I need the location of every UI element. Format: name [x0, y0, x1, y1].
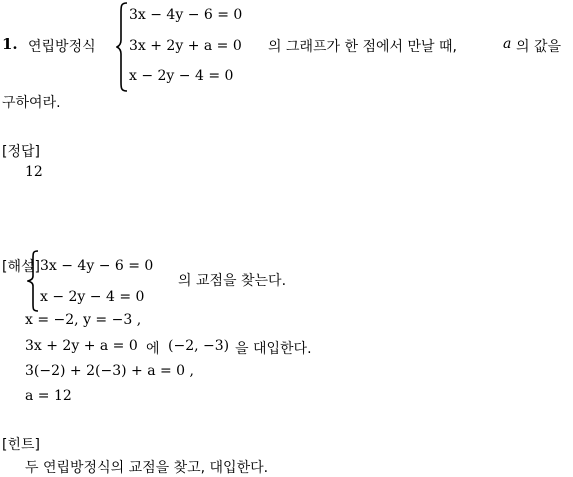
solution-step-2-point: (−2, −3) [168, 338, 230, 354]
problem-equation-1: 3x − 4y − 6 = 0 [129, 7, 243, 23]
solution-step-2-end: 을 대입한다. [235, 341, 312, 357]
problem-question-a: 의 그래프가 한 점에서 만날 때, [268, 39, 457, 55]
problem-question-c: 구하여라. [2, 95, 61, 111]
solution-step-1: x = −2, y = −3 , [25, 312, 142, 328]
solution-step-2-eq: 3x + 2y + a = 0 [25, 338, 138, 354]
solution-step-4: a = 12 [25, 388, 72, 404]
answer-value: 12 [25, 164, 43, 180]
answer-label: [정답] [2, 144, 40, 160]
problem-brace [116, 2, 128, 92]
problem-question-b: 의 값을 [516, 39, 562, 55]
problem-number: 1. [2, 35, 18, 53]
solution-system-suffix: 의 교점을 찾는다. [178, 273, 287, 289]
solution-label: [해설] [2, 259, 40, 275]
hint-label: [힌트] [2, 437, 40, 453]
solution-step-2-mid: 에 [146, 341, 160, 357]
solution-brace [27, 250, 39, 312]
problem-equation-2: 3x + 2y + a = 0 [129, 38, 242, 54]
problem-lead: 연립방정식 [28, 39, 96, 55]
hint-text: 두 연립방정식의 교점을 찾고, 대입한다. [25, 460, 269, 476]
solution-step-3: 3(−2) + 2(−3) + a = 0 , [25, 363, 194, 379]
problem-equation-3: x − 2y − 4 = 0 [129, 68, 234, 84]
problem-question-var: a [503, 36, 512, 52]
solution-system-2: x − 2y − 4 = 0 [40, 289, 145, 305]
solution-system-1: 3x − 4y − 6 = 0 [40, 258, 154, 274]
